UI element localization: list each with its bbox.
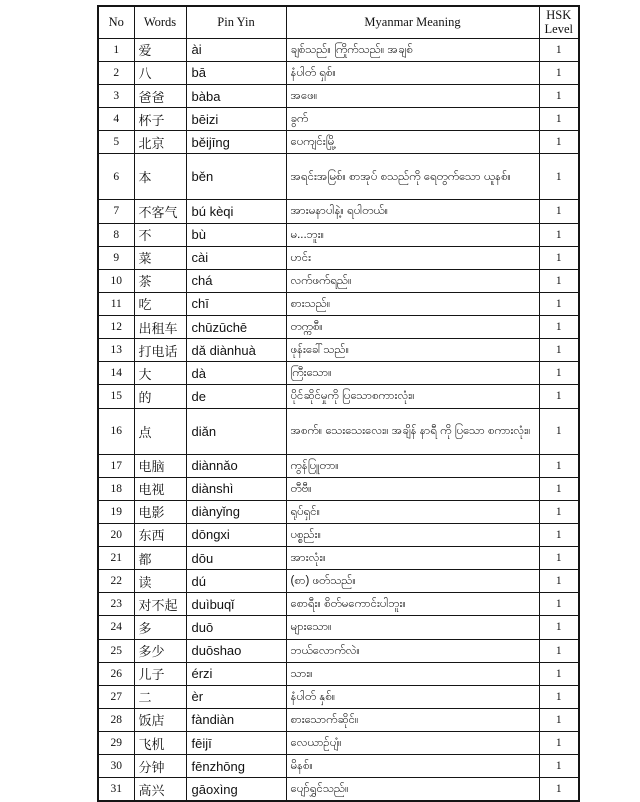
cell-meaning: နံပါတ် နှစ်။ <box>286 685 539 708</box>
cell-pinyin: diànnǎo <box>186 454 286 477</box>
cell-no: 26 <box>98 662 134 685</box>
cell-word: 爱 <box>134 38 186 61</box>
cell-meaning: ဖုန်းခေါ်သည်။ <box>286 339 539 362</box>
cell-word: 分钟 <box>134 755 186 778</box>
cell-pinyin: chūzūchē <box>186 316 286 339</box>
cell-no: 2 <box>98 61 134 84</box>
table-row <box>98 708 579 731</box>
table-row <box>98 61 579 84</box>
table-row <box>98 477 579 500</box>
table-row <box>98 108 579 131</box>
cell-word: 读 <box>134 570 186 593</box>
table-row <box>98 778 579 802</box>
cell-pinyin: fēijī <box>186 732 286 755</box>
cell-no: 29 <box>98 732 134 755</box>
cell-hsk-level: 1 <box>539 292 579 315</box>
cell-meaning: ချစ်သည်။ ကြိုက်သည်။ အချစ် <box>286 38 539 61</box>
header-row <box>98 6 579 38</box>
cell-pinyin: duìbuqǐ <box>186 593 286 616</box>
cell-pinyin: bù <box>186 223 286 246</box>
cell-no: 5 <box>98 131 134 154</box>
cell-pinyin: bā <box>186 61 286 84</box>
cell-word: 电脑 <box>134 454 186 477</box>
cell-word: 杯子 <box>134 108 186 131</box>
cell-pinyin: de <box>186 385 286 408</box>
cell-meaning: ပစ္စည်း။ <box>286 523 539 546</box>
column-header-words: Words <box>134 6 186 38</box>
column-header-no: No <box>98 6 134 38</box>
column-header-meaning: Myanmar Meaning <box>286 6 539 38</box>
cell-pinyin: chá <box>186 269 286 292</box>
cell-no: 18 <box>98 477 134 500</box>
cell-meaning: ပျော်ရွှင်သည်။ <box>286 778 539 802</box>
cell-pinyin: fēnzhōng <box>186 755 286 778</box>
cell-hsk-level: 1 <box>539 639 579 662</box>
cell-hsk-level: 1 <box>539 755 579 778</box>
table-row <box>98 616 579 639</box>
cell-hsk-level: 1 <box>539 662 579 685</box>
cell-pinyin: dōngxi <box>186 523 286 546</box>
cell-hsk-level: 1 <box>539 523 579 546</box>
cell-pinyin: duōshao <box>186 639 286 662</box>
cell-no: 11 <box>98 292 134 315</box>
cell-no: 13 <box>98 339 134 362</box>
table-row <box>98 454 579 477</box>
cell-word: 不 <box>134 223 186 246</box>
cell-no: 14 <box>98 362 134 385</box>
cell-pinyin: èr <box>186 685 286 708</box>
cell-hsk-level: 1 <box>539 500 579 523</box>
table-row <box>98 570 579 593</box>
cell-hsk-level: 1 <box>539 108 579 131</box>
cell-meaning: စောရီး။ စိတ်မကောင်းပါဘူး။ <box>286 593 539 616</box>
cell-word: 二 <box>134 685 186 708</box>
cell-pinyin: běn <box>186 154 286 200</box>
table-row <box>98 223 579 246</box>
cell-pinyin: diǎn <box>186 408 286 454</box>
cell-meaning: ရုပ်ရှင်။ <box>286 500 539 523</box>
cell-pinyin: érzi <box>186 662 286 685</box>
cell-no: 22 <box>98 570 134 593</box>
cell-meaning: အဖေ။ <box>286 85 539 108</box>
cell-pinyin: běijīng <box>186 131 286 154</box>
cell-pinyin: ài <box>186 38 286 61</box>
cell-no: 9 <box>98 246 134 269</box>
table-row <box>98 732 579 755</box>
cell-hsk-level: 1 <box>539 362 579 385</box>
table-row <box>98 316 579 339</box>
cell-meaning: အစက်။ သေးသေးလေး။ အချိန် နာရီ ကို ပြသော စကားလုံး။ <box>286 408 539 454</box>
cell-pinyin: bàba <box>186 85 286 108</box>
cell-word: 出租车 <box>134 316 186 339</box>
cell-word: 点 <box>134 408 186 454</box>
cell-hsk-level: 1 <box>539 408 579 454</box>
table-row <box>98 200 579 223</box>
cell-meaning: နံပါတ် ရှစ်။ <box>286 61 539 84</box>
table-row <box>98 500 579 523</box>
cell-pinyin: duō <box>186 616 286 639</box>
table-row <box>98 339 579 362</box>
cell-no: 10 <box>98 269 134 292</box>
cell-meaning: ပေကျင်းမြို့ <box>286 131 539 154</box>
cell-pinyin: dú <box>186 570 286 593</box>
table-row <box>98 662 579 685</box>
cell-word: 飞机 <box>134 732 186 755</box>
cell-hsk-level: 1 <box>539 154 579 200</box>
cell-no: 23 <box>98 593 134 616</box>
cell-no: 31 <box>98 778 134 802</box>
cell-pinyin: dà <box>186 362 286 385</box>
cell-no: 4 <box>98 108 134 131</box>
cell-meaning: ဘယ်လောက်လဲ။ <box>286 639 539 662</box>
cell-meaning: (စာ) ဖတ်သည်။ <box>286 570 539 593</box>
column-header-pinyin: Pin Yin <box>186 6 286 38</box>
cell-no: 19 <box>98 500 134 523</box>
cell-no: 21 <box>98 547 134 570</box>
table-row <box>98 593 579 616</box>
cell-meaning: များသော။ <box>286 616 539 639</box>
cell-word: 多 <box>134 616 186 639</box>
cell-pinyin: diànyǐng <box>186 500 286 523</box>
cell-word: 八 <box>134 61 186 84</box>
cell-pinyin: diànshì <box>186 477 286 500</box>
cell-word: 本 <box>134 154 186 200</box>
cell-hsk-level: 1 <box>539 685 579 708</box>
table-row <box>98 408 579 454</box>
cell-hsk-level: 1 <box>539 223 579 246</box>
cell-no: 20 <box>98 523 134 546</box>
table-row <box>98 154 579 200</box>
cell-meaning: စားသည်။ <box>286 292 539 315</box>
cell-word: 大 <box>134 362 186 385</box>
table-row <box>98 38 579 61</box>
table-row <box>98 246 579 269</box>
cell-hsk-level: 1 <box>539 570 579 593</box>
cell-meaning: အားလုံး။ <box>286 547 539 570</box>
cell-pinyin: dōu <box>186 547 286 570</box>
cell-no: 12 <box>98 316 134 339</box>
column-header-hsk-level: HSK Level <box>539 6 579 38</box>
cell-word: 电影 <box>134 500 186 523</box>
cell-meaning: ဟင်း <box>286 246 539 269</box>
cell-hsk-level: 1 <box>539 385 579 408</box>
cell-hsk-level: 1 <box>539 246 579 269</box>
cell-meaning: အားမနာပါနဲ့။ ရပါတယ်။ <box>286 200 539 223</box>
table-row <box>98 523 579 546</box>
cell-hsk-level: 1 <box>539 547 579 570</box>
cell-word: 饭店 <box>134 708 186 731</box>
cell-hsk-level: 1 <box>539 339 579 362</box>
cell-no: 28 <box>98 708 134 731</box>
cell-no: 25 <box>98 639 134 662</box>
cell-word: 茶 <box>134 269 186 292</box>
table-row <box>98 685 579 708</box>
cell-no: 17 <box>98 454 134 477</box>
cell-hsk-level: 1 <box>539 200 579 223</box>
cell-word: 高兴 <box>134 778 186 802</box>
cell-word: 的 <box>134 385 186 408</box>
cell-hsk-level: 1 <box>539 732 579 755</box>
table-row <box>98 269 579 292</box>
cell-no: 7 <box>98 200 134 223</box>
cell-no: 24 <box>98 616 134 639</box>
cell-hsk-level: 1 <box>539 616 579 639</box>
cell-meaning: သား။ <box>286 662 539 685</box>
cell-hsk-level: 1 <box>539 269 579 292</box>
cell-meaning: လက်ဖက်ရည်။ <box>286 269 539 292</box>
cell-meaning: ခွက် <box>286 108 539 131</box>
cell-meaning: မိနစ်။ <box>286 755 539 778</box>
cell-word: 儿子 <box>134 662 186 685</box>
cell-meaning: အရင်းအမြစ်။ စာအုပ် စသည်ကို ရေတွက်သော ယူနစ်။ <box>286 154 539 200</box>
cell-hsk-level: 1 <box>539 454 579 477</box>
vocabulary-table <box>97 5 580 802</box>
cell-hsk-level: 1 <box>539 61 579 84</box>
cell-meaning: ပိုင်ဆိုင်မှုကို ပြသောစကားလုံး။ <box>286 385 539 408</box>
cell-hsk-level: 1 <box>539 708 579 731</box>
cell-word: 对不起 <box>134 593 186 616</box>
cell-meaning: ကွန်ပြူတာ။ <box>286 454 539 477</box>
table-row <box>98 292 579 315</box>
cell-word: 电视 <box>134 477 186 500</box>
cell-hsk-level: 1 <box>539 85 579 108</box>
cell-meaning: တက္ကစီ။ <box>286 316 539 339</box>
cell-meaning: လေယာဉ်ပျံ။ <box>286 732 539 755</box>
cell-pinyin: bēizi <box>186 108 286 131</box>
cell-word: 都 <box>134 547 186 570</box>
cell-pinyin: cài <box>186 246 286 269</box>
cell-hsk-level: 1 <box>539 131 579 154</box>
cell-pinyin: gāoxìng <box>186 778 286 802</box>
cell-no: 30 <box>98 755 134 778</box>
cell-hsk-level: 1 <box>539 38 579 61</box>
cell-word: 北京 <box>134 131 186 154</box>
cell-no: 16 <box>98 408 134 454</box>
cell-meaning: တီဗီ။ <box>286 477 539 500</box>
table-row <box>98 547 579 570</box>
cell-no: 27 <box>98 685 134 708</box>
cell-no: 6 <box>98 154 134 200</box>
cell-no: 8 <box>98 223 134 246</box>
cell-pinyin: chī <box>186 292 286 315</box>
cell-pinyin: fàndiàn <box>186 708 286 731</box>
table-row <box>98 639 579 662</box>
cell-no: 3 <box>98 85 134 108</box>
table-row <box>98 755 579 778</box>
cell-meaning: မ...ဘူး။ <box>286 223 539 246</box>
cell-no: 1 <box>98 38 134 61</box>
cell-meaning: ကြီးသော။ <box>286 362 539 385</box>
cell-meaning: စားသောက်ဆိုင်။ <box>286 708 539 731</box>
cell-hsk-level: 1 <box>539 778 579 802</box>
cell-word: 菜 <box>134 246 186 269</box>
cell-no: 15 <box>98 385 134 408</box>
table-row <box>98 362 579 385</box>
table-row <box>98 131 579 154</box>
cell-word: 打电话 <box>134 339 186 362</box>
table-row <box>98 385 579 408</box>
table-row <box>98 85 579 108</box>
table-body <box>98 38 579 801</box>
cell-pinyin: bú kèqi <box>186 200 286 223</box>
cell-word: 多少 <box>134 639 186 662</box>
cell-hsk-level: 1 <box>539 593 579 616</box>
cell-word: 吃 <box>134 292 186 315</box>
cell-word: 不客气 <box>134 200 186 223</box>
cell-pinyin: dǎ diànhuà <box>186 339 286 362</box>
cell-word: 爸爸 <box>134 85 186 108</box>
cell-hsk-level: 1 <box>539 316 579 339</box>
cell-hsk-level: 1 <box>539 477 579 500</box>
cell-word: 东西 <box>134 523 186 546</box>
